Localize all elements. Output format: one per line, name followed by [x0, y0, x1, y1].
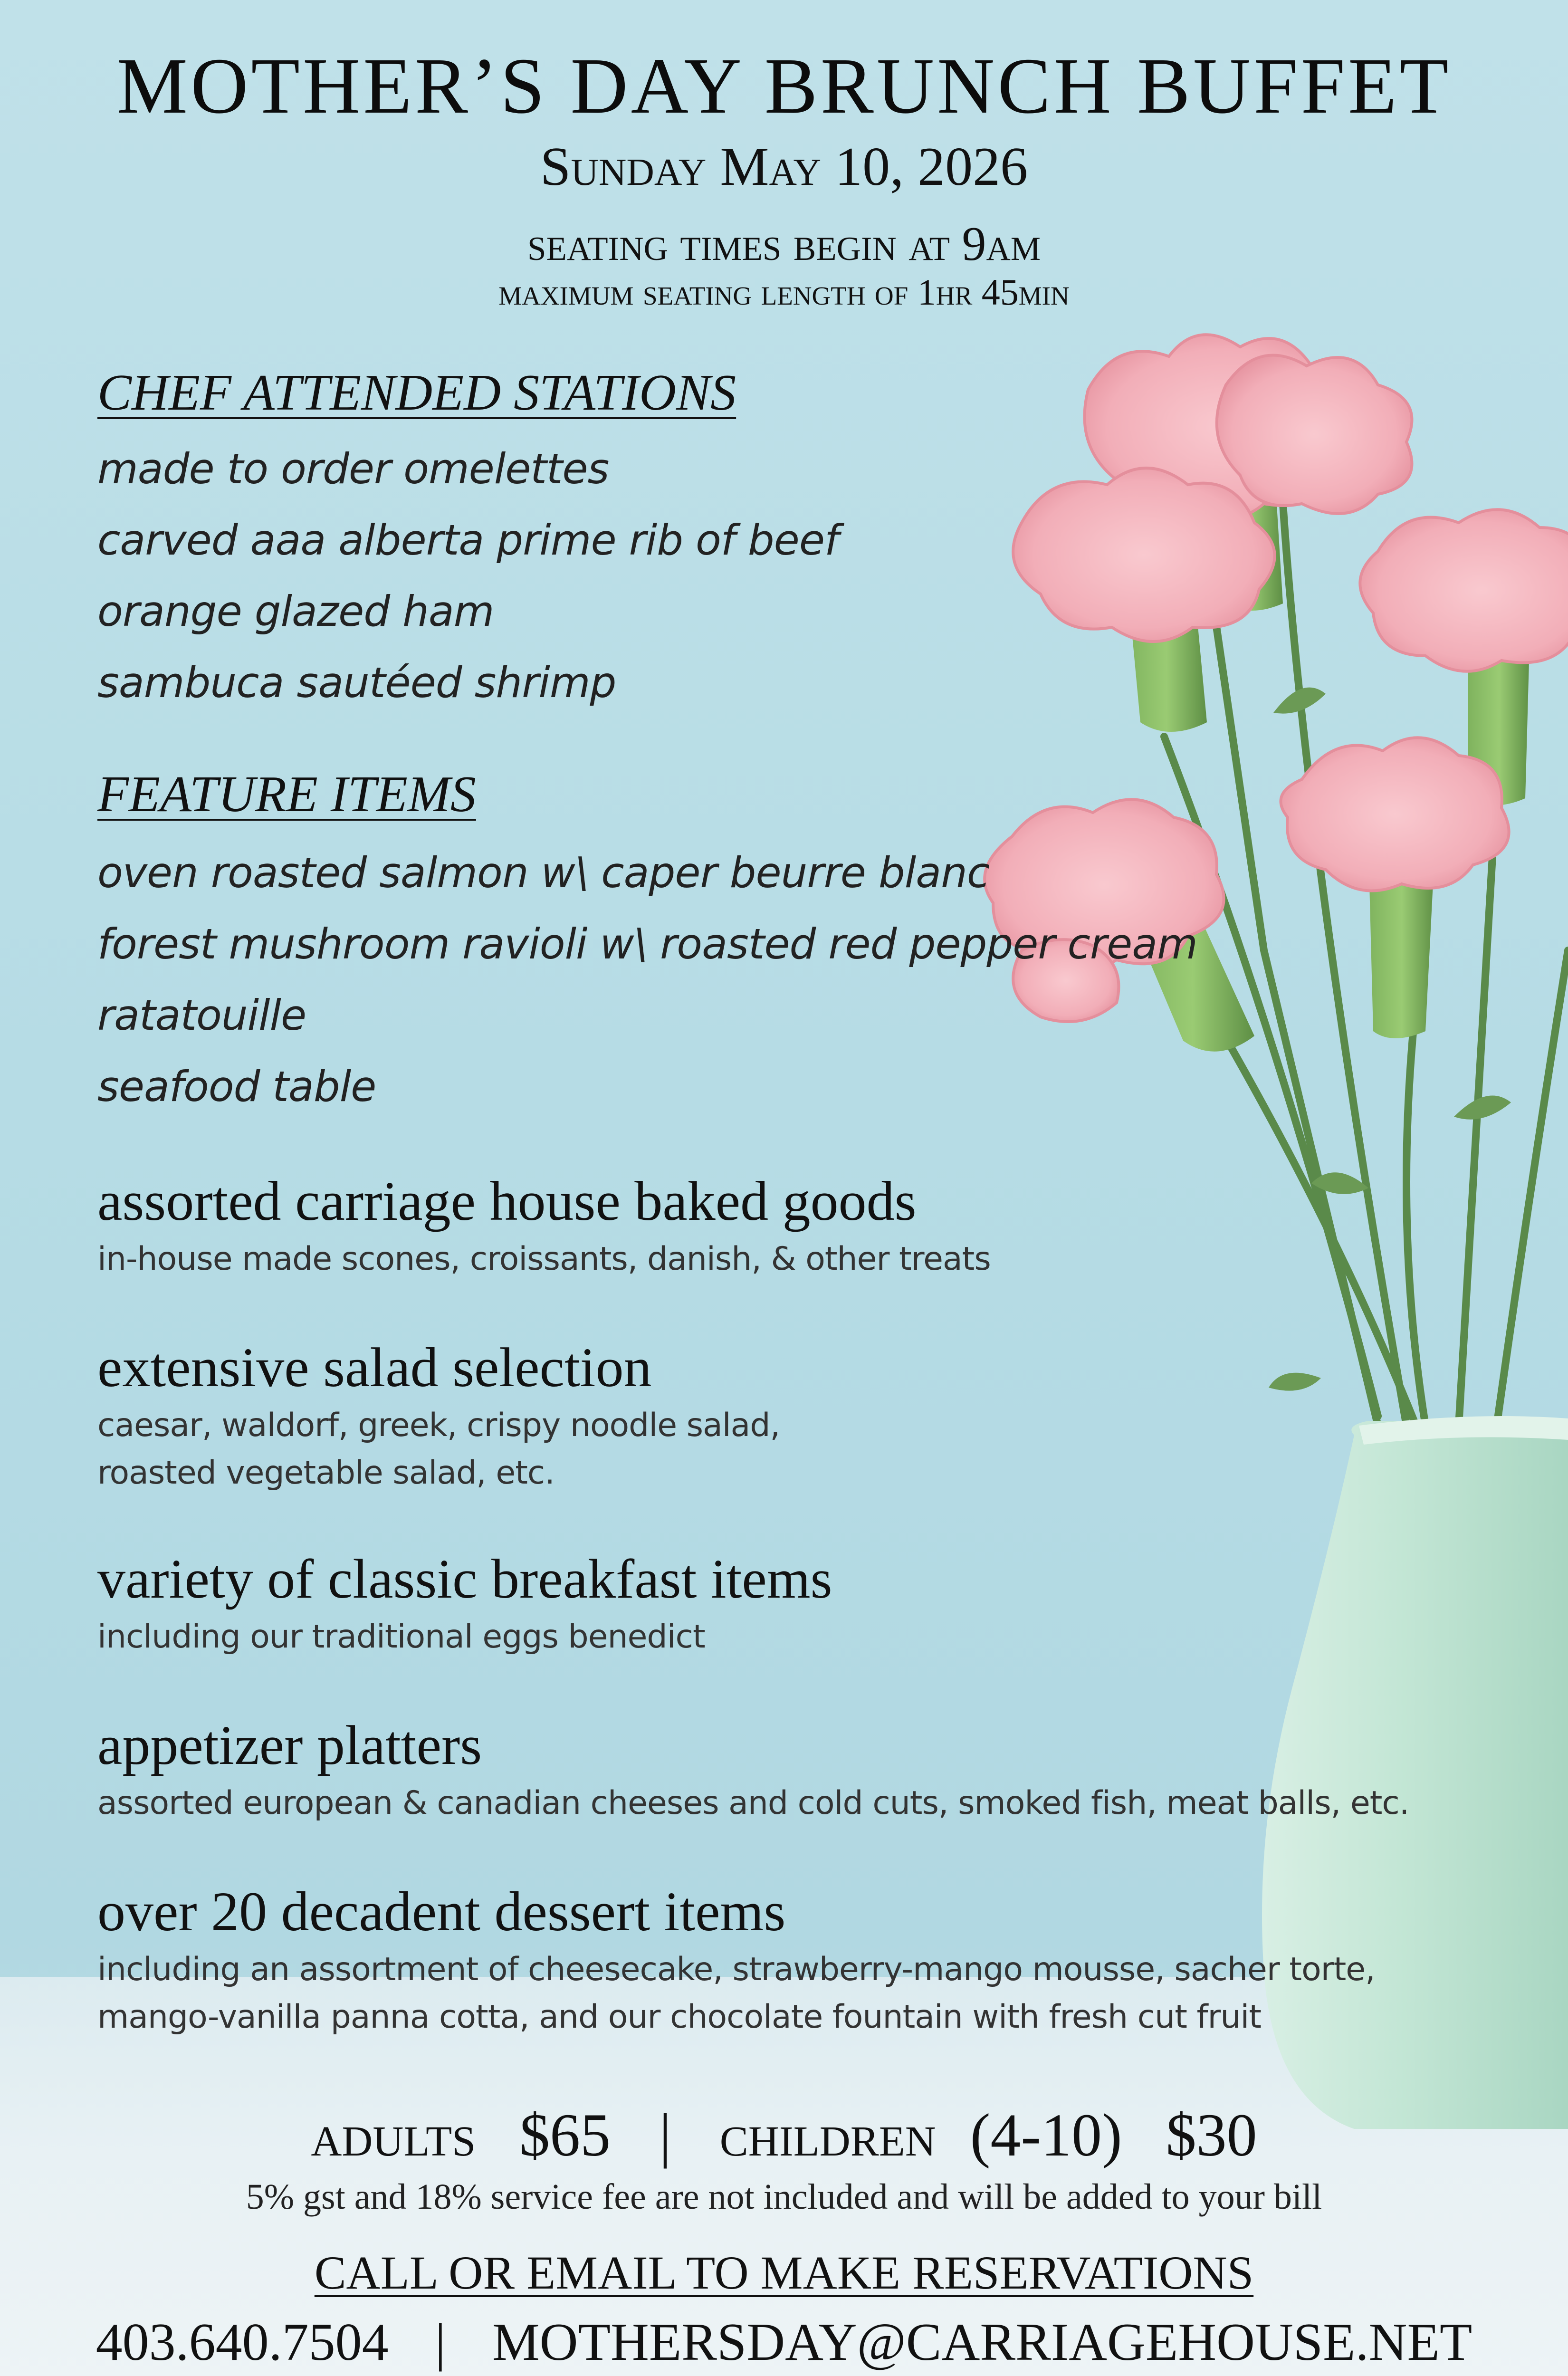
chef-station-item: carved aaa alberta prime rib of beef — [97, 516, 839, 565]
category-appetizer-desc: assorted european & canadian cheeses and cold cuts, smoked fish, meat balls, etc. — [97, 1784, 1409, 1822]
category-dessert-desc: including an assortment of cheesecake, strawberry-mango mousse, sacher torte, — [97, 1951, 1375, 1988]
chef-station-item: sambuca sautéed shrimp — [97, 658, 616, 707]
chef-station-item: made to order omelettes — [97, 444, 609, 493]
adults-label: adults — [311, 2101, 476, 2169]
max-seating-length: maximum seating length of 1hr 45min — [498, 271, 1070, 313]
email-address[interactable]: MOTHERSDAY@CARRIAGEHOUSE.NET — [492, 2313, 1472, 2372]
contact-row — [0, 2312, 1568, 2373]
category-dessert-title: over 20 decadent dessert items — [97, 1880, 786, 1943]
feature-item: seafood table — [97, 1062, 376, 1111]
children-label: children — [719, 2101, 936, 2169]
reservations-heading: CALL OR EMAIL TO MAKE RESERVATIONS — [314, 2246, 1254, 2299]
feature-items-heading: FEATURE ITEMS — [97, 766, 476, 823]
adults-price: $65 — [519, 2101, 611, 2169]
children-ages: (4-10) — [970, 2101, 1122, 2169]
fee-note: 5% gst and 18% service fee are not included and will be added to your bill — [246, 2177, 1322, 2217]
category-breakfast-desc: including our traditional eggs benedict — [97, 1618, 705, 1656]
feature-item: ratatouille — [97, 991, 306, 1040]
category-salad-desc: roasted vegetable salad, etc. — [97, 1454, 555, 1492]
category-salad-desc: caesar, waldorf, greek, crispy noodle salad, — [97, 1407, 780, 1444]
chef-station-item: orange glazed ham — [97, 587, 494, 636]
category-baked-goods-desc: in-house made scones, croissants, danish, & other treats — [97, 1240, 991, 1278]
page-title: MOTHER’S DAY BRUNCH BUFFET — [116, 42, 1452, 130]
category-baked-goods-title: assorted carriage house baked goods — [97, 1170, 917, 1232]
event-date: Sunday May 10, 2026 — [540, 136, 1028, 197]
price-separator: | — [659, 2101, 671, 2169]
contact-separator: | — [435, 2313, 446, 2372]
category-dessert-desc: mango-vanilla panna cotta, and our chocolate fountain with fresh cut fruit — [97, 1998, 1262, 2036]
seating-times: seating times begin at 9am — [527, 217, 1041, 271]
phone-number[interactable]: 403.640.7504 — [96, 2313, 389, 2372]
feature-item: oven roasted salmon w\ caper beurre blanc — [97, 848, 990, 897]
children-price: $30 — [1166, 2101, 1257, 2169]
pricing-row — [0, 2100, 1568, 2170]
chef-stations-heading: CHEF ATTENDED STATIONS — [97, 364, 736, 421]
category-appetizer-title: appetizer platters — [97, 1714, 482, 1776]
category-salad-title: extensive salad selection — [97, 1336, 652, 1399]
feature-item: forest mushroom ravioli w\ roasted red pepper cream — [97, 920, 1197, 968]
vase — [1262, 1421, 1568, 2129]
category-breakfast-title: variety of classic breakfast items — [97, 1548, 832, 1610]
